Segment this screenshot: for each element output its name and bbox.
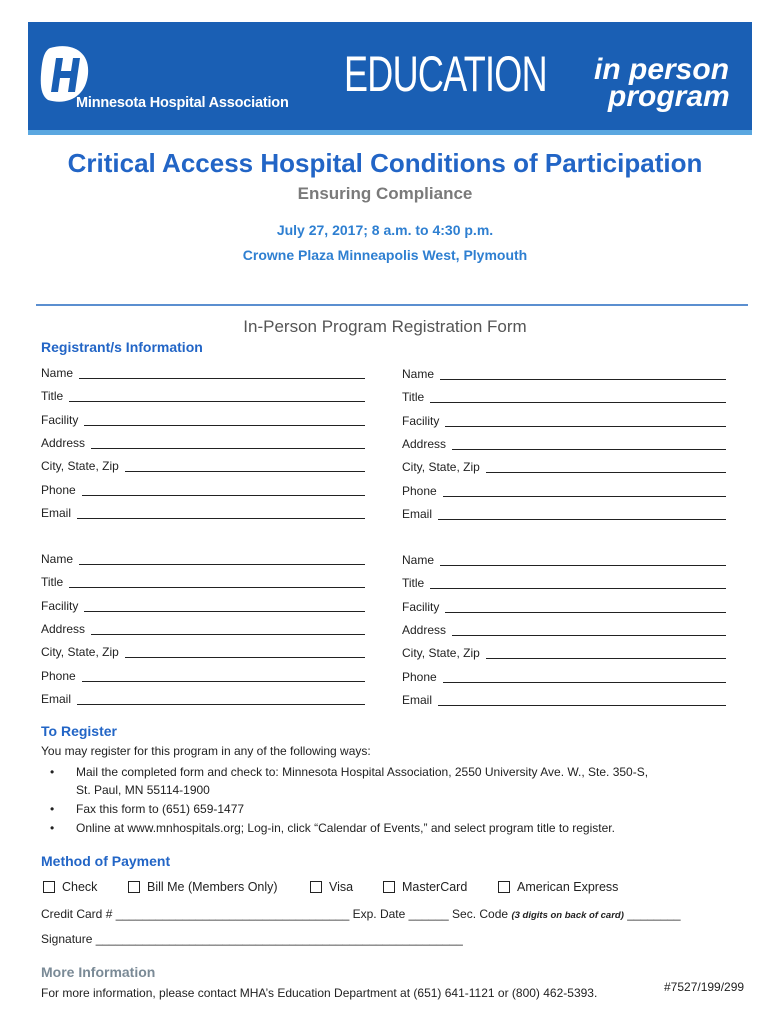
fill-line[interactable] [84, 611, 365, 612]
visa-option[interactable] [310, 880, 353, 894]
fill-line[interactable] [445, 612, 726, 613]
fill-line[interactable] [79, 378, 365, 379]
registrant-field[interactable] [41, 364, 365, 380]
event-title: Critical Access Hospital Conditions of Participation [67, 148, 703, 178]
bullet-icon: • [50, 802, 55, 816]
registrant-field[interactable] [41, 387, 365, 403]
event-date: July 27, 2017; 8 a.m. to 4:30 p.m. [276, 222, 494, 238]
option-label: Check [62, 880, 98, 894]
payment-heading: Method of Payment [41, 853, 171, 869]
registrant-field[interactable] [402, 458, 726, 474]
sec-code-note: (3 digits on back of card) [511, 910, 624, 921]
fill-line[interactable] [125, 657, 365, 658]
fill-line[interactable] [440, 379, 726, 380]
fill-line[interactable] [438, 519, 726, 520]
exp-date-field[interactable]: Exp. Date ______ [352, 907, 449, 921]
field-label: Phone [41, 669, 76, 683]
bill-me-option[interactable] [128, 880, 278, 894]
fill-line[interactable] [430, 402, 726, 403]
fill-line[interactable] [79, 564, 365, 565]
field-label: Address [41, 436, 86, 450]
fill-line[interactable] [77, 518, 365, 519]
field-label: Name [402, 367, 435, 381]
field-label: Name [402, 553, 435, 567]
mastercard-option[interactable] [383, 880, 467, 894]
fill-line[interactable] [438, 705, 726, 706]
field-label: Title [402, 576, 425, 590]
register-mail-line-2: St. Paul, MN 55114-1900 [76, 783, 210, 797]
fill-line[interactable] [440, 565, 726, 566]
registrant-field[interactable] [402, 644, 726, 660]
checkbox-icon[interactable] [43, 881, 55, 893]
sec-code-label: Sec. Code [452, 907, 509, 921]
option-label: MasterCard [402, 880, 468, 894]
fill-line[interactable] [84, 425, 365, 426]
registrant-field[interactable] [402, 365, 726, 381]
registrant-field[interactable] [402, 574, 726, 590]
signature-field[interactable]: Signature _______________________________________________________ [41, 932, 463, 946]
register-fax: Fax this form to (651) 659-1477 [76, 802, 245, 816]
credit-card-row [41, 907, 681, 921]
program-line-1: in person [594, 53, 730, 86]
checkbox-icon[interactable] [498, 881, 510, 893]
field-label: Address [41, 622, 86, 636]
option-label: American Express [517, 880, 619, 894]
sec-code-field[interactable]: ________ [627, 907, 681, 921]
registrant-field[interactable] [402, 435, 726, 451]
fill-line[interactable] [69, 587, 365, 588]
to-register-heading: To Register [41, 723, 117, 739]
fill-line[interactable] [486, 472, 726, 473]
event-subtitle: Ensuring Compliance [297, 184, 473, 203]
register-intro: You may register for this program in any of the following ways: [41, 744, 371, 758]
field-label: Title [41, 575, 64, 589]
field-label: Phone [41, 483, 76, 497]
field-label: Title [402, 390, 425, 404]
registrant-field[interactable] [41, 504, 365, 520]
fill-line[interactable] [452, 449, 726, 450]
checkbox-icon[interactable] [310, 881, 322, 893]
registrant-field[interactable] [402, 505, 726, 521]
registrant-field[interactable] [402, 482, 726, 498]
fill-line[interactable] [486, 658, 726, 659]
field-label: Phone [402, 484, 437, 498]
fill-line[interactable] [125, 471, 365, 472]
register-online: Online at www.mnhospitals.org; Log-in, click “Calendar of Events,” and select program title to register. [76, 821, 615, 835]
field-label: City, State, Zip [402, 460, 480, 474]
field-label: Email [41, 692, 72, 706]
field-label: Email [41, 506, 72, 520]
registrant-field[interactable] [402, 412, 726, 428]
field-label: Email [402, 693, 433, 707]
bullet-icon: • [50, 765, 55, 779]
register-mail-line-1: Mail the completed form and check to: Minnesota Hospital Association, 2550 University Ave. W., Ste. 350-S, [76, 765, 649, 779]
field-label: Phone [402, 670, 437, 684]
field-label: Address [402, 623, 447, 637]
fill-line[interactable] [91, 448, 365, 449]
registrant-field[interactable] [41, 667, 365, 683]
more-info-text: For more information, please contact MHA’s Education Department at (651) 641-1121 or (800) 462-5393. [41, 986, 598, 1000]
field-label: City, State, Zip [402, 646, 480, 660]
bullet-icon: • [50, 821, 55, 835]
registrant-field[interactable] [41, 550, 365, 566]
program-line-2: program [608, 80, 730, 113]
registrant-field[interactable] [41, 411, 365, 427]
registrant-field[interactable] [402, 598, 726, 614]
field-label: City, State, Zip [41, 459, 119, 473]
field-label: City, State, Zip [41, 645, 119, 659]
fill-line[interactable] [445, 426, 726, 427]
fill-line[interactable] [82, 681, 365, 682]
option-label: Visa [329, 880, 354, 894]
registrant-field[interactable] [41, 597, 365, 613]
registrant-field[interactable] [41, 690, 365, 706]
registrant-field[interactable] [402, 551, 726, 567]
checkbox-icon[interactable] [383, 881, 395, 893]
field-label: Facility [402, 414, 440, 428]
fill-line[interactable] [82, 495, 365, 496]
registrant-field[interactable] [402, 621, 726, 637]
credit-card-field[interactable]: Credit Card # ___________________________________ [41, 907, 350, 921]
registrant-field[interactable] [41, 457, 365, 473]
education-wordmark: EDUCATION [344, 46, 547, 102]
header-banner [28, 22, 752, 135]
registrant-field[interactable] [41, 573, 365, 589]
registrant-field[interactable] [41, 481, 365, 497]
fill-line[interactable] [452, 635, 726, 636]
field-label: Email [402, 507, 433, 521]
field-label: Name [41, 366, 74, 380]
registrant-field[interactable] [402, 668, 726, 684]
amex-option[interactable] [498, 880, 618, 894]
field-label: Name [41, 552, 74, 566]
fill-line[interactable] [69, 401, 365, 402]
event-venue: Crowne Plaza Minneapolis West, Plymouth [242, 247, 528, 263]
field-label: Facility [41, 413, 79, 427]
registrant-field[interactable] [41, 620, 365, 636]
fill-line[interactable] [443, 682, 726, 683]
field-label: Facility [41, 599, 79, 613]
registrant-field[interactable] [41, 434, 365, 450]
more-info-heading: More Information [41, 964, 156, 980]
form-title: In-Person Program Registration Form [243, 317, 527, 336]
form-code: #7527/199/299 [664, 980, 745, 994]
option-label: Bill Me (Members Only) [147, 880, 278, 894]
registrant-field[interactable] [41, 643, 365, 659]
field-label: Facility [402, 600, 440, 614]
org-name: Minnesota Hospital Association [76, 95, 289, 111]
registrant-field[interactable] [402, 388, 726, 404]
field-label: Address [402, 437, 447, 451]
fill-line[interactable] [91, 634, 365, 635]
registrant-field[interactable] [402, 691, 726, 707]
fill-line[interactable] [430, 588, 726, 589]
check-option[interactable] [43, 880, 97, 894]
divider [36, 304, 748, 306]
fill-line[interactable] [77, 704, 365, 705]
fill-line[interactable] [443, 496, 726, 497]
checkbox-icon[interactable] [128, 881, 140, 893]
field-label: Title [41, 389, 64, 403]
registrants-heading: Registrant/s Information [41, 339, 203, 355]
